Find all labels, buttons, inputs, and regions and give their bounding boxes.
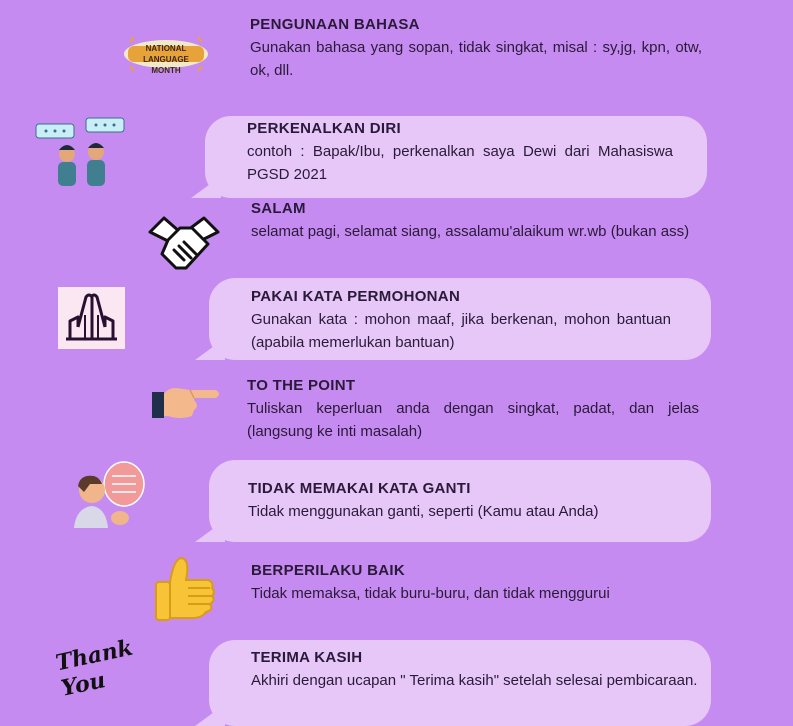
item-pengunaan-bahasa — [250, 16, 702, 82]
item-title: PENGUNAAN BAHASA — [250, 16, 420, 33]
item-description: Gunakan bahasa yang sopan, tidak singkat, misal : sy,jg, kpn, otw, ok, dll. — [250, 39, 702, 79]
item-description: Tidak menggunakan ganti, seperti (Kamu atau Anda) — [248, 503, 599, 520]
item-title: TERIMA KASIH — [251, 649, 363, 666]
logo-text: NATIONAL LANGUAGE MONTH — [143, 44, 189, 75]
item-title: TO THE POINT — [247, 377, 356, 394]
item-title: SALAM — [251, 200, 306, 217]
item-perkenalkan-diri — [247, 120, 673, 186]
item-title: BERPERILAKU BAIK — [251, 562, 405, 579]
item-description: Tidak memaksa, tidak buru-buru, dan tidak menggurui — [251, 585, 610, 602]
praying-hands-icon — [58, 287, 125, 349]
item-title: TIDAK MEMAKAI KATA GANTI — [248, 480, 471, 497]
item-description: Tuliskan keperluan anda dengan singkat, padat, dan jelas (langsung ke inti masalah) — [247, 400, 699, 440]
person-speech-bubble-icon — [70, 458, 148, 530]
item-to-the-point — [247, 377, 699, 443]
item-salam — [251, 200, 703, 243]
item-description: Akhiri dengan ucapan " Terima kasih" setelah selesai pembicaraan. — [251, 672, 698, 689]
item-description: Gunakan kata : mohon maaf, jika berkenan, mohon bantuan (apabila memerlukan bantuan) — [251, 311, 671, 351]
thumbs-up-icon — [152, 554, 218, 622]
item-title: PERKENALKAN DIRI — [247, 120, 401, 137]
handshake-icon — [146, 210, 222, 276]
item-title: PAKAI KATA PERMOHONAN — [251, 288, 461, 305]
thank-you-text: Thank You — [53, 634, 136, 702]
item-description: selamat pagi, selamat siang, assalamu'alaikum wr.wb (bukan ass) — [251, 223, 690, 240]
item-description: contoh : Bapak/Ibu, perkenalkan saya Dewi dari Mahasiswa PGSD 2021 — [247, 143, 673, 183]
pointing-hand-icon — [150, 376, 222, 422]
item-pakai-kata-permohonan — [251, 288, 671, 354]
national-language-month-logo-icon — [122, 34, 210, 74]
thank-you-script-icon — [53, 634, 140, 706]
item-terima-kasih — [251, 649, 709, 692]
item-tidak-memakai-kata-ganti — [248, 480, 700, 523]
two-people-chat-icon — [34, 116, 126, 188]
item-berperilaku-baik — [251, 562, 703, 605]
